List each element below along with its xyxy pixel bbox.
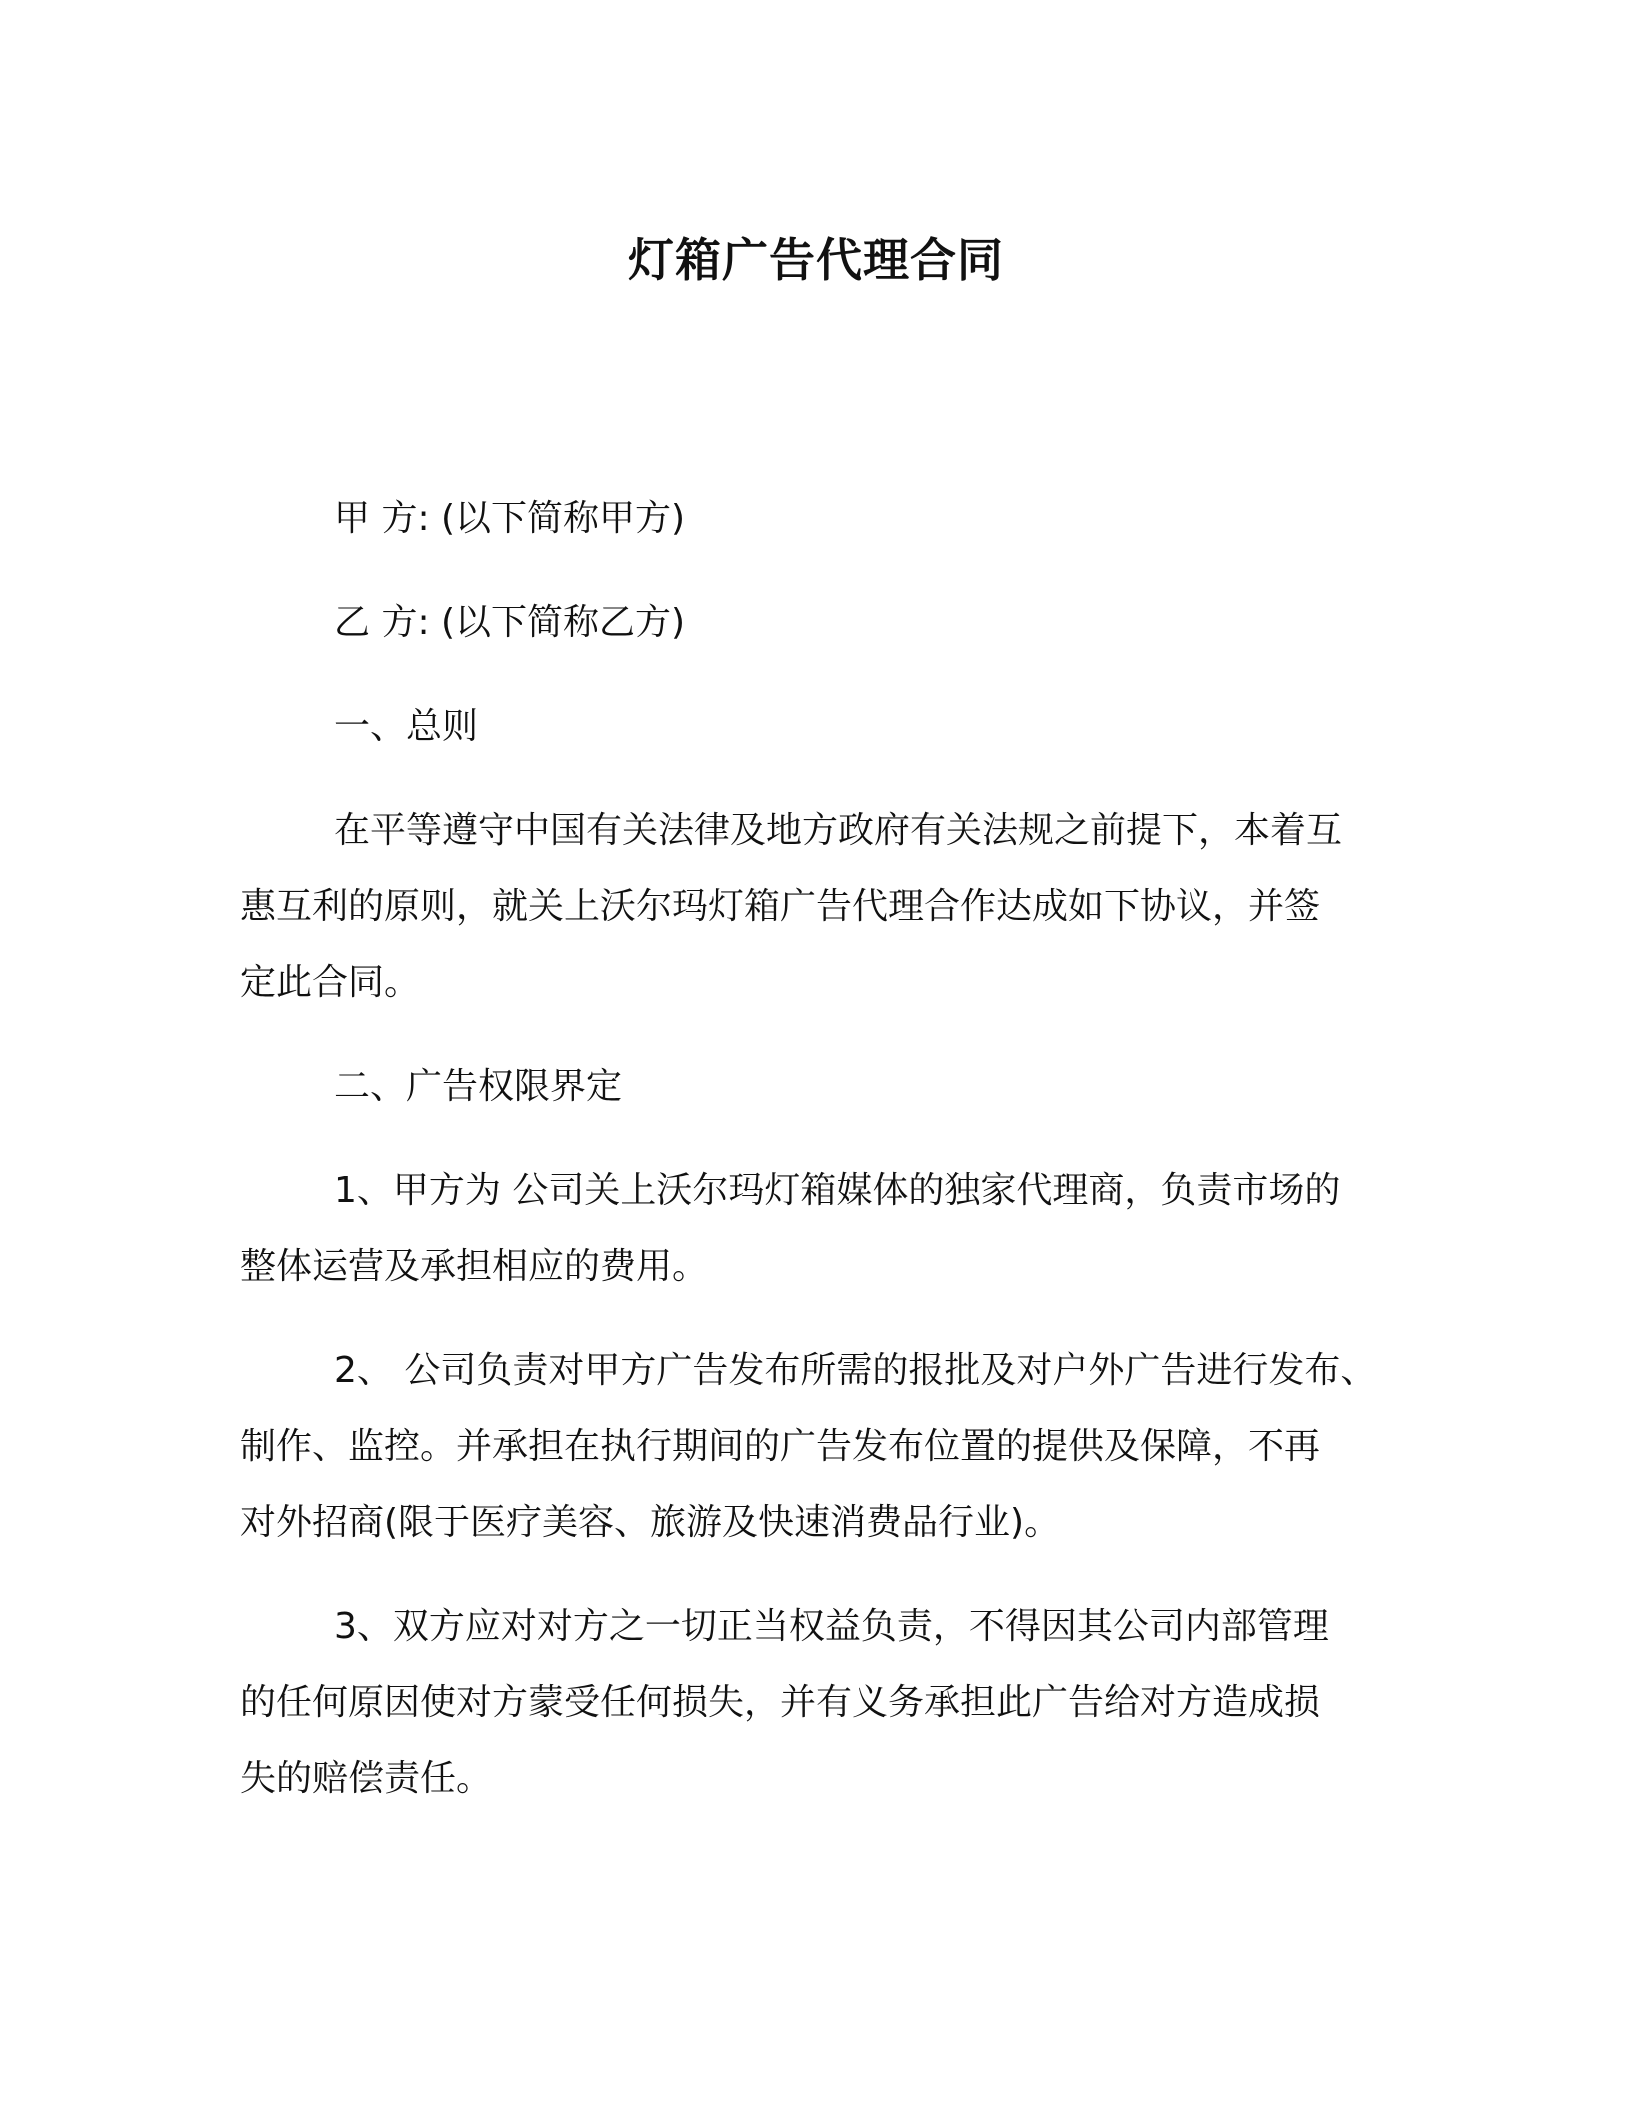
clause-2-line: 对外招商(限于医疗美容、旅游及快速消费品行业)。 [240, 1502, 1061, 1543]
section-1-paragraph-line: 惠互利的原则，就关上沃尔玛灯箱广告代理合作达成如下协议，并签 [240, 886, 1321, 927]
clause-3-line: 3、双方应对对方之一切正当权益负责，不得因其公司内部管理 [334, 1606, 1329, 1647]
clause-2-line: 制作、监控。并承担在执行期间的广告发布位置的提供及保障，不再 [240, 1426, 1321, 1467]
section-1-paragraph-line: 在平等遵守中国有关法律及地方政府有关法规之前提下，本着互 [334, 810, 1343, 851]
party-b-line: 乙 方: (以下简称乙方) [334, 602, 686, 643]
clause-2-line: 2、 公司负责对甲方广告发布所需的报批及对户外广告进行发布、 [334, 1350, 1377, 1391]
section-2-heading: 二、广告权限界定 [334, 1066, 623, 1107]
clause-1-line: 整体运营及承担相应的费用。 [240, 1246, 709, 1287]
clause-3-line: 的任何原因使对方蒙受任何损失，并有义务承担此广告给对方造成损 [240, 1682, 1321, 1723]
party-a-line: 甲 方: (以下简称甲方) [334, 498, 686, 539]
document-title: 灯箱广告代理合同 [628, 233, 1004, 287]
clause-1-line: 1、甲方为 公司关上沃尔玛灯箱媒体的独家代理商，负责市场的 [334, 1170, 1341, 1211]
clause-3-line: 失的赔偿责任。 [240, 1758, 493, 1799]
section-1-heading: 一、总则 [334, 706, 479, 747]
section-1-paragraph-line: 定此合同。 [240, 962, 421, 1003]
